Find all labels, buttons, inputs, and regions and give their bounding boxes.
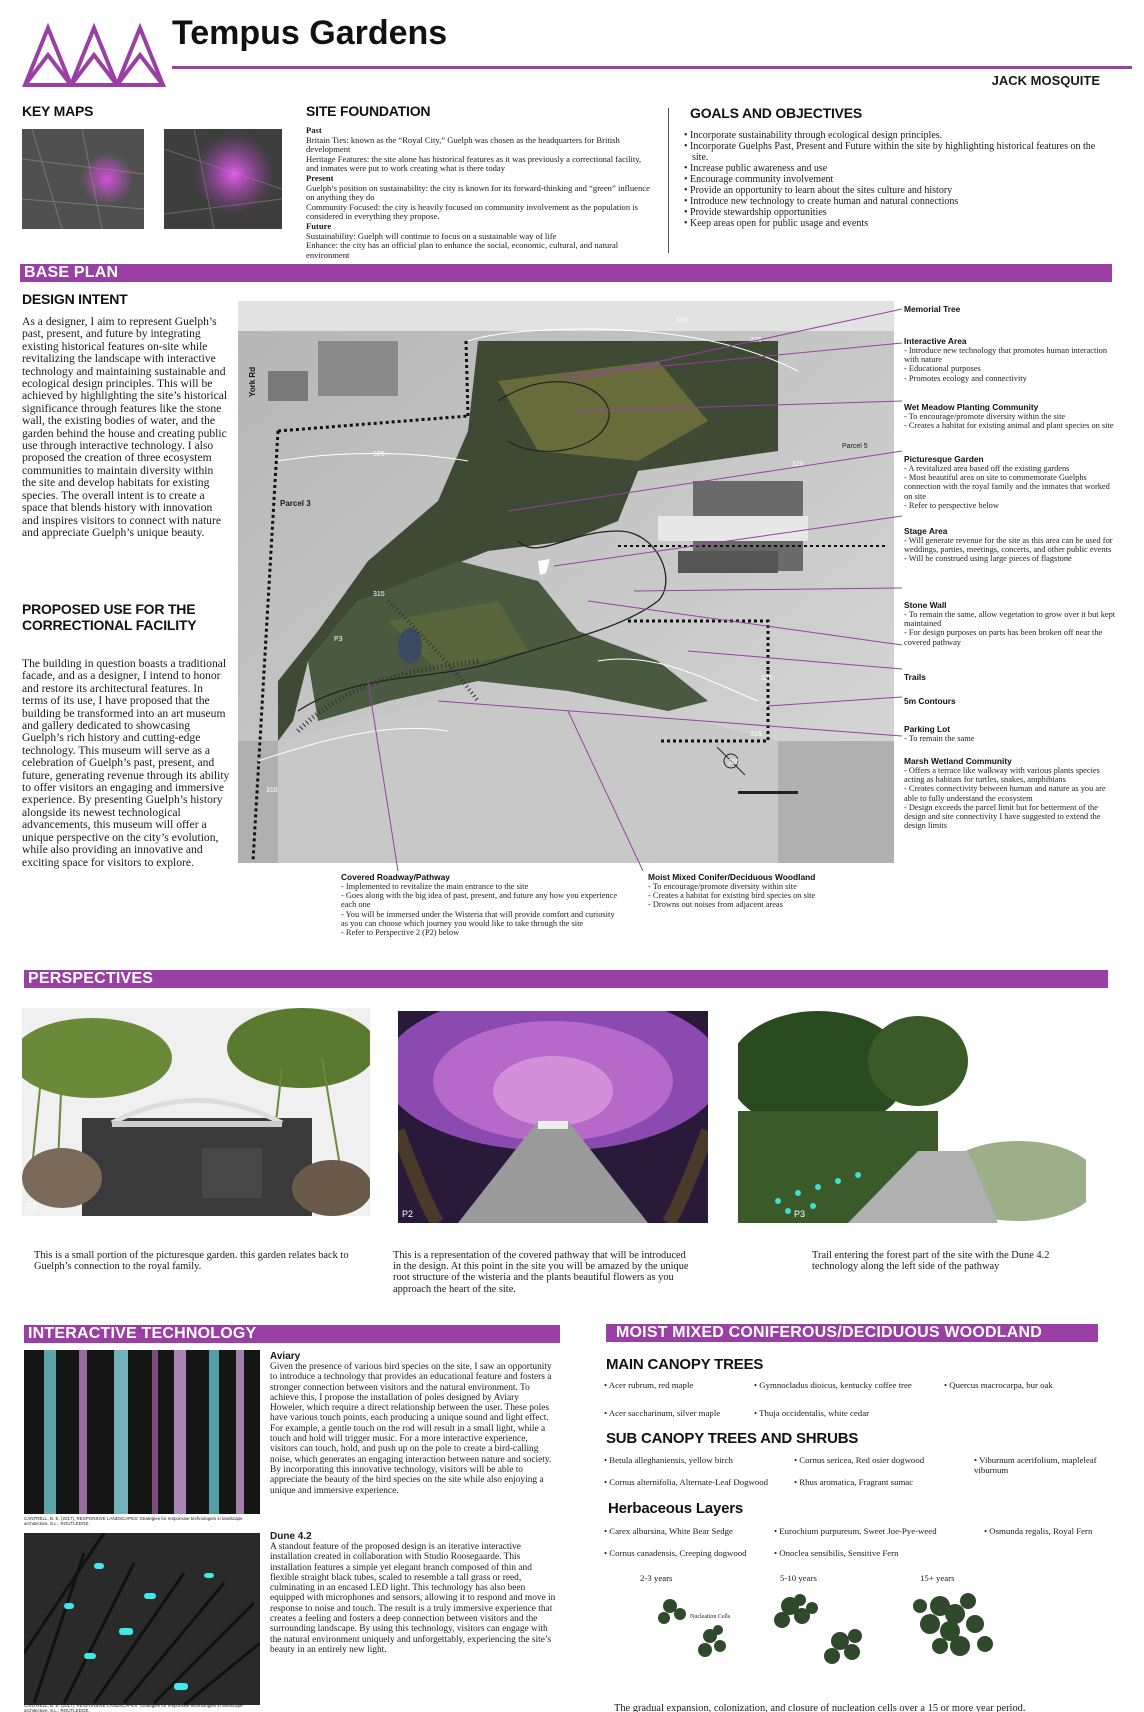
label-title: Trails — [904, 672, 926, 682]
dune-credit: CANTRELL, B. E. (2017). RESPONSIVE LANDSCAPES: Strategies for responsive technologies in landscape architecture. S.L.: ROUTLEDGE. — [24, 1703, 243, 1712]
contour-label: 315 — [750, 731, 762, 738]
plant-item: • Acer rubrum, red maple — [604, 1380, 694, 1390]
foundation-line: Enhance: the city has an official plan to enhance the social, economic, cultural, and natural environment — [306, 240, 619, 260]
label-desc: - Introduce new technology that promotes human interaction with nature - Educational purposes - Promotes ecology and connectivity — [904, 346, 1108, 383]
goal-item: • Provide stewardship opportunities — [684, 207, 827, 218]
sub-canopy-heading: SUB CANOPY TREES AND SHRUBS — [606, 1430, 859, 1447]
label-title: Memorial Tree — [904, 304, 961, 314]
label-title: Parking Lot — [904, 724, 951, 734]
label-title: Marsh Wetland Community — [904, 756, 1012, 766]
plant-item: • Quercus macrocarpa, bur oak — [944, 1380, 1053, 1390]
foundation-line: Sustainability: Guelph will continue to focus on a sustainable way of life — [306, 230, 557, 241]
plan-label — [904, 454, 1116, 510]
nucleation-diagram — [650, 1586, 1020, 1696]
label-title: Wet Meadow Planting Community — [904, 402, 1039, 412]
foundation-line: Britain Ties: known as the “Royal City,” Guelph was chosen as the headquarters for British development — [306, 134, 620, 155]
plant-item: • Thuja occidentalis, white cedar — [754, 1408, 870, 1418]
perspectives-bar: PERSPECTIVES — [24, 970, 1108, 988]
contour-label: 305 — [728, 759, 740, 766]
stage-label: 5-10 years — [780, 1573, 817, 1583]
label-desc: - Offers a terrace like walkway with various plants species acting as habitats for turtles, snakes, amphibians - Creates connectivity between human and nature as you are able to fully understand the ecosystem - Design exceeds the parcel limit but for betterment of the design and site connectivity I have suggested to extend the design limits — [904, 766, 1106, 831]
label-woodland — [648, 872, 898, 910]
perspective-1-image — [22, 1008, 370, 1216]
road-label: York Rd — [248, 366, 257, 397]
goals-heading: GOALS AND OBJECTIVES — [690, 105, 863, 121]
stage-label: 2-3 years — [640, 1573, 673, 1583]
proposed-use-heading: PROPOSED USE FOR THE CORRECTIONAL FACILITY — [22, 601, 197, 633]
contour-label: 315 — [373, 591, 385, 598]
aviary-block — [270, 1351, 552, 1496]
goals-list — [684, 130, 1104, 229]
perspective-tag: P3 — [794, 1209, 806, 1219]
contour-label: 320 — [792, 461, 804, 468]
main-canopy-heading: MAIN CANOPY TREES — [606, 1356, 764, 1373]
foundation-line: Heritage Features: the site alone has historical features as it was previously a correctional facility, and inmates were put to work creating what is there today — [306, 153, 642, 174]
foundation-line: Guelph’s position on sustainability: the city is known for its forward-thinking and “green” influence on anything they do — [306, 182, 650, 203]
plant-item: • Cornus sericea, Red osier dogwood — [794, 1455, 925, 1465]
herbaceous-heading: Herbaceous Layers — [608, 1500, 744, 1517]
plan-label — [904, 526, 1116, 564]
proposed-use-text: The building in question boasts a traditional facade, and as a designer, I intend to honor and restore its architectural features. In terms of its use, I have proposed that the building be transformed into an art museum and gallery dedicated to showcasing Guelph’s rich history and cutting-edge technology. This museum will serve as a celebration of Guelph’s past, present, and future, generating revenue through its ability to offer visitors an engaging and immersive experience. By presenting Guelph’s history alongside its newest technological advancements, this museum will offer a unique perspective on the city’s evolution, while also providing an innovative and exciting space for visitors to explore. — [22, 657, 230, 869]
plan-label — [904, 672, 1116, 682]
foundation-subheading: Present — [306, 172, 334, 183]
contour-label: 330 — [676, 317, 688, 324]
label-title: 5m Contours — [904, 696, 956, 706]
label-title: Stage Area — [904, 526, 948, 536]
foundation-subheading: Past — [306, 125, 322, 135]
goal-item: • Keep areas open for public usage and events — [684, 218, 868, 229]
plan-label — [904, 336, 1116, 383]
label-title: Covered Roadway/Pathway — [341, 872, 450, 882]
plant-item: • Acer saccharinum, silver maple — [604, 1408, 721, 1418]
page-title: Tempus Gardens — [172, 14, 448, 52]
dune-block — [270, 1531, 560, 1655]
plan-label — [904, 756, 1116, 830]
site-plan — [238, 301, 894, 863]
perspective-1-caption: This is a small portion of the picturesque garden. this garden relates back to Guelph’s connection to the royal family. — [34, 1250, 349, 1273]
goal-item: • Increase public awareness and use — [684, 163, 828, 174]
author-name: JACK MOSQUITE — [991, 73, 1100, 88]
aviary-text: Given the presence of various bird species on the site, I saw an opportunity to introduce a technology that provides an educational feature and fosters a stronger connection between visitors and the natural environment. To achieve this, I propose the installation of poles designed by Aviary Howeler, which require a direct relationship between the user. These poles have various touch points, each producing a unique sound and light effect. For example, a gentle touch on the rod will result in a small light, while a touch and hold will trigger music. For a more interactive experience, visitors can touch, hold, and push up on the pole to create a bird-calling noise, which generates an engaging interaction between nature and society. By incorporating this innovative technology, visitors will be able to appreciate the beauty of the bird species on the site while also enjoying a unique and immersive experience. — [270, 1362, 552, 1496]
plan-label — [904, 402, 1116, 430]
perspective-tag: P1 — [26, 1202, 38, 1212]
plan-label — [904, 696, 1116, 706]
perspective-2-image — [398, 1011, 708, 1223]
plan-label — [904, 600, 1116, 647]
contour-label: 325 — [750, 337, 762, 344]
label-desc: - To remain the same — [904, 734, 975, 743]
goal-item: • Incorporate Guelphs Past, Present and Future within the site by highlighting historical features on the site. — [684, 141, 1096, 163]
contour-label: 320 — [761, 675, 773, 682]
label-desc: - Will generate revenue for the site as this area can be used for weddings, parties, meetings, concerts, and other public events - Will be construed using large pieces of flagstone — [904, 536, 1113, 564]
label-desc: - To encourage/promote diversity within the site - Creates a habitat for existing animal and plant species on site — [904, 412, 1114, 431]
plant-item: • Viburnum acerifolium, mapleleaf viburnum — [974, 1455, 1097, 1475]
plant-item: • Cornus alternifolia, Alternate-Leaf Dogwood — [604, 1477, 769, 1487]
design-intent-text: As a designer, I aim to represent Guelph’s past, present, and future by integrating existing historical features on-site while revitalizing the landscape with interactive technology and maintaining sustainable and ecological design principles. This will be achieved by highlighting the site’s historical significance through features like the stone wall, the existing bodies of water, and the garden behind the house and creating public use through interactive technology. I also proposed the creation of three ecosystem communities to maintain diversity within the site and develop habitats for existing species. The overall intent is to create a space that blends history with innovation and inspires visitors to connect with nature and appreciate Guelph’s unique beauty. — [22, 315, 228, 539]
goal-item: • Encourage community involvement — [684, 174, 834, 185]
goal-item: • Incorporate sustainability through ecological design principles. — [684, 130, 943, 141]
plan-label — [904, 724, 1116, 743]
stage-label: 15+ years — [920, 1573, 955, 1583]
label-desc: - To remain the same, allow vegetation to grow over it but kept maintained - For design purposes on parts has been broken off near the covered pathway — [904, 610, 1116, 647]
divider — [668, 108, 669, 253]
site-foundation-text — [306, 126, 650, 260]
plant-item: • Carex albursina, White Bear Sedge — [604, 1526, 733, 1536]
nucleation-caption: The gradual expansion, colonization, and closure of nucleation cells over a 15 or more year period. — [614, 1703, 1026, 1712]
dune-title: Dune 4.2 — [270, 1531, 312, 1542]
aviary-title: Aviary — [270, 1351, 301, 1362]
plan-label — [904, 304, 1116, 314]
key-map-2 — [164, 129, 282, 229]
plant-item: • Osmunda regalis, Royal Fern — [984, 1526, 1093, 1536]
perspective-2-caption: This is a representation of the covered pathway that will be introduced in the design. At this point in the site you will be amazed by the unique root structure of the wisteria and the plants beautiful flowers as you approach the heart of the site. — [393, 1250, 689, 1295]
perspective-tag: P2 — [402, 1209, 414, 1219]
logo-mark — [20, 20, 170, 90]
foundation-line: Community Focused: the city is heavily focused on community involvement as the population is considered in everything they propose. — [306, 201, 639, 222]
plant-item: • Cornus canadensis, Creeping dogwood — [604, 1548, 747, 1558]
parcel-label: Parcel 5 — [842, 443, 868, 450]
parcel-3-label: Parcel 3 — [280, 499, 311, 508]
design-intent-heading: DESIGN INTENT — [22, 291, 128, 307]
dune-text: A standout feature of the proposed design is an iterative interactive installation created in collaboration with Studio Roosegaarde. This installation features a simple yet elegant branch composed of thin and flexible straight black tubes, scaled to resemble a tall grass or reed, culminating in an encased LED light. This technology has also been equipped with microphones and sensors, allowing it to respond and move in response to noise and touch. The result is a truly immersive experience that creates a feeling and fosters a deep connection between visitors and the surrounding landscape. By using this technology, visitors can engage with the natural environment uniquely and unforgettably, experiencing the site’s beauty in an entirely new light. — [270, 1542, 556, 1655]
dune-image — [24, 1533, 260, 1705]
label-covered-pathway — [341, 872, 623, 937]
goal-item: • Introduce new technology to create human and natural connections — [684, 196, 959, 207]
label-desc: - Implemented to revitalize the main entrance to the site - Goes along with the big idea of past, present, and future any how you experience each one - You will be immersed under the Wisteria that will provide comfort and curiosity as you can choose which journey you would like to take through the site - Refer to Perspective 2 (P2) below — [341, 882, 618, 938]
perspective-3-image — [738, 1011, 1086, 1223]
label-title: Stone Wall — [904, 600, 947, 610]
key-maps-heading: KEY MAPS — [22, 103, 94, 119]
nucleation-label: Nucleation Cells — [690, 1614, 731, 1620]
title-rule — [172, 66, 1132, 69]
label-desc: - To encourage/promote diversity within site - Creates a habitat for existing bird species on site - Drowns out noises from adjacent areas — [648, 882, 816, 910]
interactive-tech-bar: INTERACTIVE TECHNOLOGY — [24, 1325, 560, 1343]
label-title: Picturesque Garden — [904, 454, 984, 464]
label-title: Moist Mixed Conifer/Deciduous Woodland — [648, 872, 816, 882]
site-foundation-heading: SITE FOUNDATION — [306, 103, 431, 119]
perspective-3-caption: Trail entering the forest part of the site with the Dune 4.2 technology along the left side of the pathway — [812, 1250, 1050, 1273]
foundation-subheading: Future — [306, 220, 332, 231]
base-plan-bar: BASE PLAN — [20, 264, 1112, 282]
aviary-credit: CANTRELL, B. E. (2017). RESPONSIVE LANDSCAPES: Strategies for responsive technologies in landscape architecture. S.L.: ROUTLEDGE. — [24, 1516, 243, 1526]
key-map-1 — [22, 129, 144, 229]
woodland-bar: MOIST MIXED CONIFEROUS/DECIDUOUS WOODLAND — [606, 1324, 1098, 1342]
label-title: Interactive Area — [904, 336, 967, 346]
plant-item: • Eurochium purpureum, Sweet Joe-Pye-weed — [774, 1526, 937, 1536]
aviary-image — [24, 1350, 260, 1514]
plant-item: • Gymnocladus dioicus, kentucky coffee tree — [754, 1380, 912, 1390]
plant-item: • Onoclea sensibilis, Sensitive Fern — [774, 1548, 899, 1558]
goal-item: • Provide an opportunity to learn about the sites culture and history — [684, 185, 953, 196]
contour-label: 325 — [373, 451, 385, 458]
label-desc: - A revitalized area based off the existing gardens - Most beautiful area on site to commemorate Guelphs connection with the royal family and the inmates that worked on site - Refer to perspective below — [904, 464, 1110, 510]
p3-map-tag: P3 — [334, 636, 343, 643]
contour-label: 310 — [266, 787, 278, 794]
plant-item: • Betula alleghaniensis, yellow birch — [604, 1455, 733, 1465]
plant-item: • Rhus aromatica, Fragrant sumac — [794, 1477, 914, 1487]
